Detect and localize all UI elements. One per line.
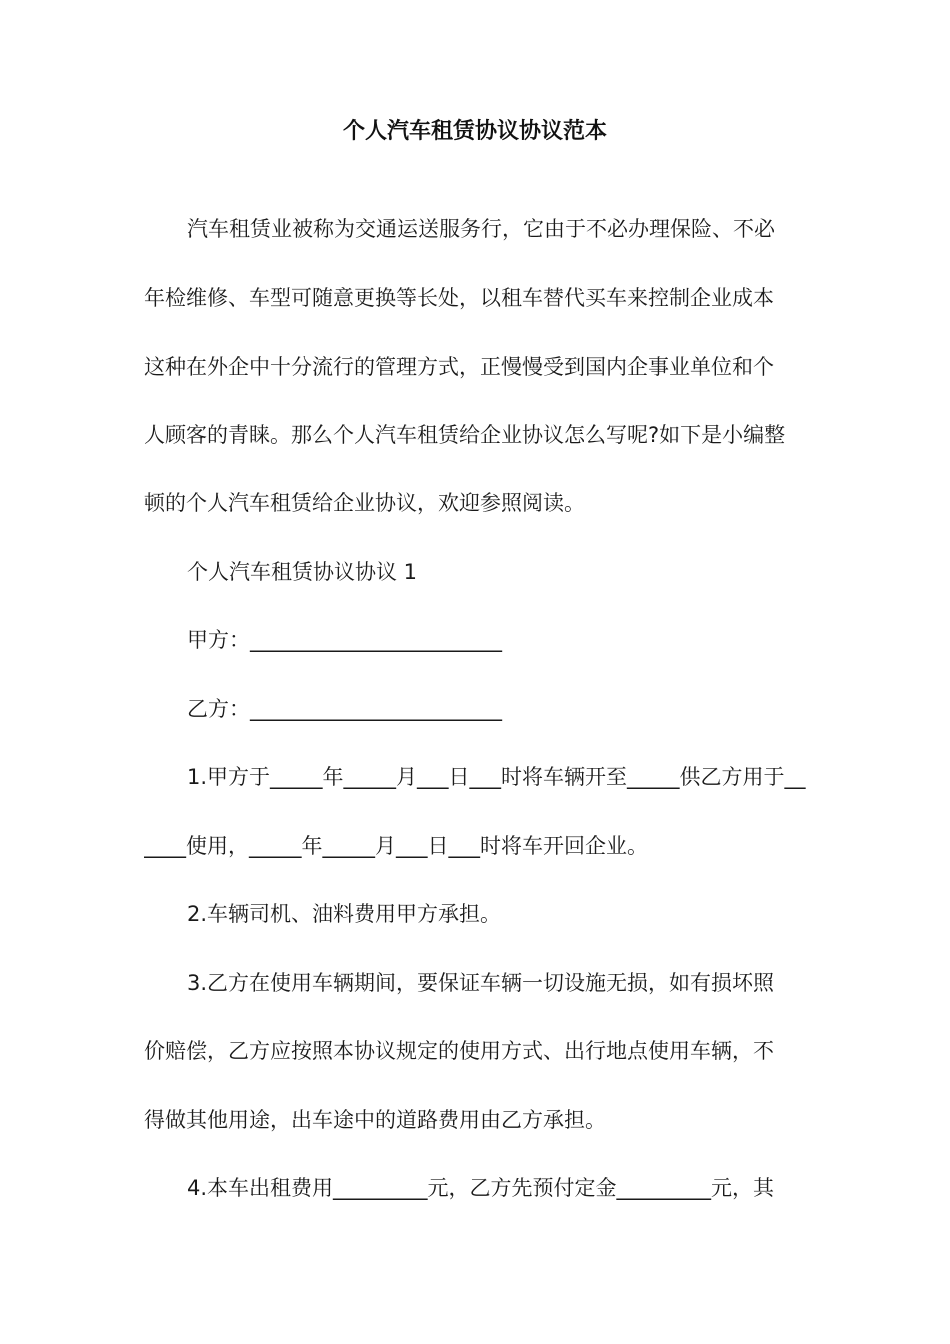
party-b-line: 乙方：________________________: [187, 697, 502, 721]
paragraph-line: 顿的个人汽车租赁给企业协议，欢迎参照阅读。: [144, 491, 585, 515]
paragraph-line: 年检维修、车型可随意更换等长处，以租车替代买车来控制企业成本: [144, 286, 774, 310]
paragraph-line: 这种在外企中十分流行的管理方式，正慢慢受到国内企事业单位和个: [144, 355, 774, 379]
clause-1-line: ____使用，_____年_____月___日___时将车开回企业。: [144, 834, 648, 858]
paragraph-line: 人顾客的青睐。那么个人汽车租赁给企业协议怎么写呢?如下是小编整: [144, 423, 786, 447]
clause-1-line: 1.甲方于_____年_____月___日___时将车辆开至_____供乙方用于__: [187, 765, 806, 789]
clause-2-line: 2.车辆司机、油料费用甲方承担。: [187, 902, 502, 926]
clause-3-line: 得做其他用途，出车途中的道路费用由乙方承担。: [144, 1108, 606, 1132]
clause-3-line: 价赔偿，乙方应按照本协议规定的使用方式、出行地点使用车辆，不: [144, 1039, 774, 1063]
section-heading: 个人汽车租赁协议协议 1: [187, 560, 418, 584]
clause-3-line: 3.乙方在使用车辆期间，要保证车辆一切设施无损，如有损坏照: [187, 971, 775, 995]
clause-4-line: 4.本车出租费用_________元，乙方先预付定金_________元，其: [187, 1176, 775, 1200]
paragraph-line: 汽车租赁业被称为交通运送服务行，它由于不必办理保险、不必: [187, 217, 775, 241]
document-title: 个人汽车租赁协议协议范本: [342, 119, 607, 144]
party-a-line: 甲方：________________________: [187, 628, 502, 652]
